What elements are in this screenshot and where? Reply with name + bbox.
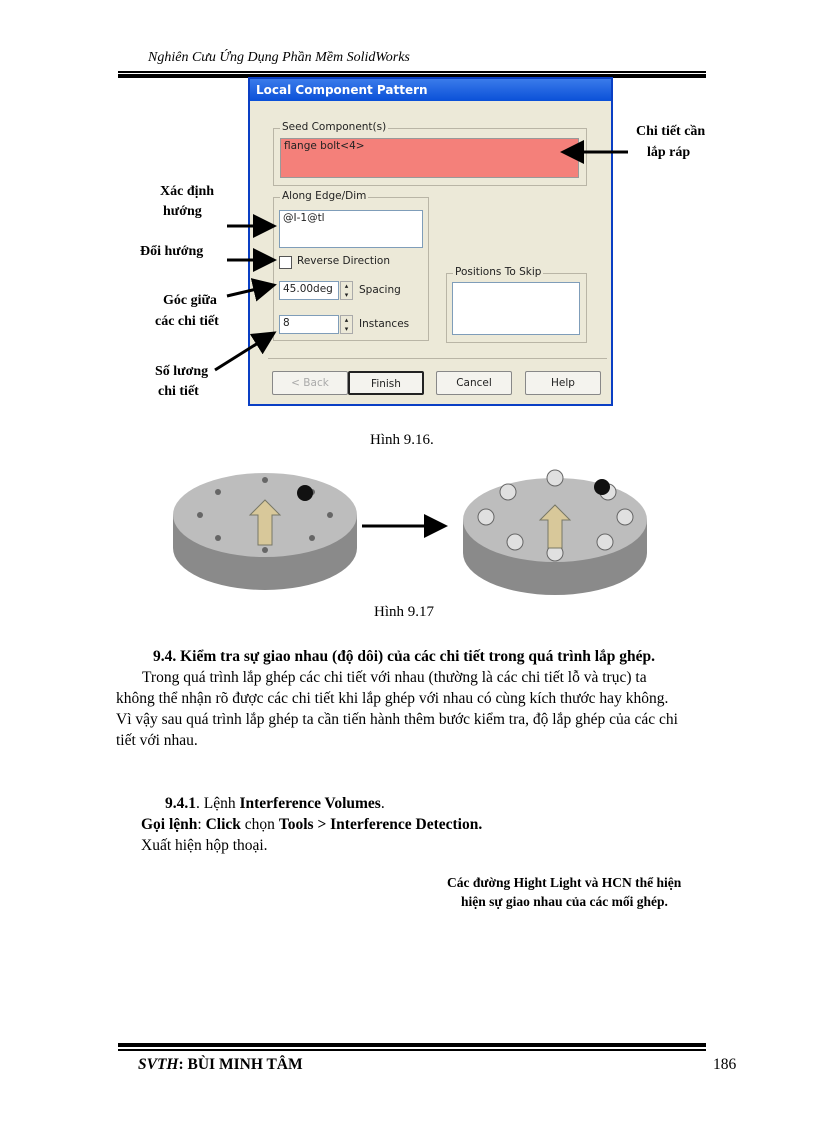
instances-spinner[interactable]: ▴ ▾ bbox=[340, 315, 353, 334]
annotation-angle: Góc giữa bbox=[163, 293, 217, 308]
body-line: Vì vậy sau quá trình lắp ghép ta cần tiến hành thêm bước kiểm tra, độ lắp ghép của các chi bbox=[116, 711, 678, 728]
call-path: Tools > Interference Detection. bbox=[278, 816, 483, 833]
annotation-seed: Chi tiết cần bbox=[636, 124, 706, 139]
annotation-count: Số lương bbox=[155, 364, 209, 379]
back-button[interactable]: < Back bbox=[272, 371, 348, 395]
annotation-angle: các chi tiết bbox=[155, 314, 219, 329]
call-text: chọn bbox=[240, 816, 279, 833]
flange-part-after bbox=[463, 470, 647, 595]
sub-command: Interference Volumes bbox=[239, 795, 381, 812]
annotation-reverse: Đổi hướng bbox=[140, 244, 204, 259]
sub-text: . Lệnh bbox=[196, 795, 240, 812]
along-label: Along Edge/Dim bbox=[282, 190, 367, 202]
subsection-heading bbox=[165, 795, 385, 813]
annotation-count: chi tiết bbox=[158, 384, 199, 399]
spacing-label: Spacing bbox=[359, 284, 401, 296]
seed-label: Seed Component(s) bbox=[282, 121, 387, 133]
note-line: hiện sự giao nhau của các mối ghép. bbox=[461, 894, 668, 909]
call-click: Click bbox=[205, 816, 241, 833]
arrow bbox=[215, 333, 274, 370]
reverse-direction-label: Reverse Direction bbox=[297, 255, 390, 267]
annotation-direction: hướng bbox=[163, 204, 202, 219]
annotation-direction: Xác định bbox=[160, 184, 215, 199]
author-name: : BÙI MINH TÂM bbox=[178, 1056, 303, 1073]
footer-rule bbox=[118, 1043, 706, 1047]
note-line: Các đường Hight Light và HCN thể hiện bbox=[447, 875, 682, 890]
seed-component-field[interactable]: flange bolt<4> bbox=[280, 138, 579, 178]
sub-number: 9.4.1 bbox=[165, 795, 196, 812]
along-edge-field[interactable]: @I-1@tl bbox=[279, 210, 423, 248]
skip-label: Positions To Skip bbox=[455, 266, 542, 278]
instances-label: Instances bbox=[359, 318, 410, 330]
body-line: tiết với nhau. bbox=[116, 732, 198, 749]
section-heading: 9.4. Kiểm tra sự giao nhau (độ dôi) của các chi tiết trong quá trình lắp ghép. bbox=[153, 648, 656, 665]
sub-text: . bbox=[380, 795, 385, 812]
help-button[interactable]: Help bbox=[525, 371, 601, 395]
flange-part-before bbox=[173, 473, 357, 590]
footer-rule bbox=[118, 1049, 706, 1051]
cancel-button[interactable]: Cancel bbox=[436, 371, 512, 395]
annotation-seed: lắp ráp bbox=[647, 145, 691, 160]
figure-caption: Hình 9.17 bbox=[374, 604, 434, 620]
page-number: 186 bbox=[713, 1056, 737, 1073]
body-line: không thể nhận rõ được các chi tiết khi lắp ghép với nhau có cùng kích thước hay không. bbox=[116, 690, 669, 707]
instances-field[interactable]: 8 bbox=[279, 315, 339, 334]
svth-label: SVTH bbox=[138, 1056, 179, 1073]
running-header: Nghiên Cưu Ứng Dụng Phần Mềm SolidWorks bbox=[148, 50, 410, 65]
spacing-spinner[interactable]: ▴ ▾ bbox=[340, 281, 353, 300]
dialog-title: Local Component Pattern bbox=[250, 79, 611, 101]
call-text: : bbox=[197, 816, 206, 833]
body-line: Trong quá trình lắp ghép các chi tiết với nhau (thường là các chi tiết lỗ và trục) ta bbox=[142, 669, 647, 686]
call-label: Gọi lệnh bbox=[141, 816, 198, 833]
figure-caption: Hình 9.16. bbox=[370, 432, 434, 448]
body-line: Xuất hiện hộp thoại. bbox=[141, 837, 268, 854]
spacing-field[interactable]: 45.00deg bbox=[279, 281, 339, 300]
footer-author bbox=[138, 1056, 303, 1074]
command-line bbox=[141, 816, 482, 834]
arrow bbox=[227, 285, 274, 296]
finish-button[interactable]: Finish bbox=[348, 371, 424, 395]
